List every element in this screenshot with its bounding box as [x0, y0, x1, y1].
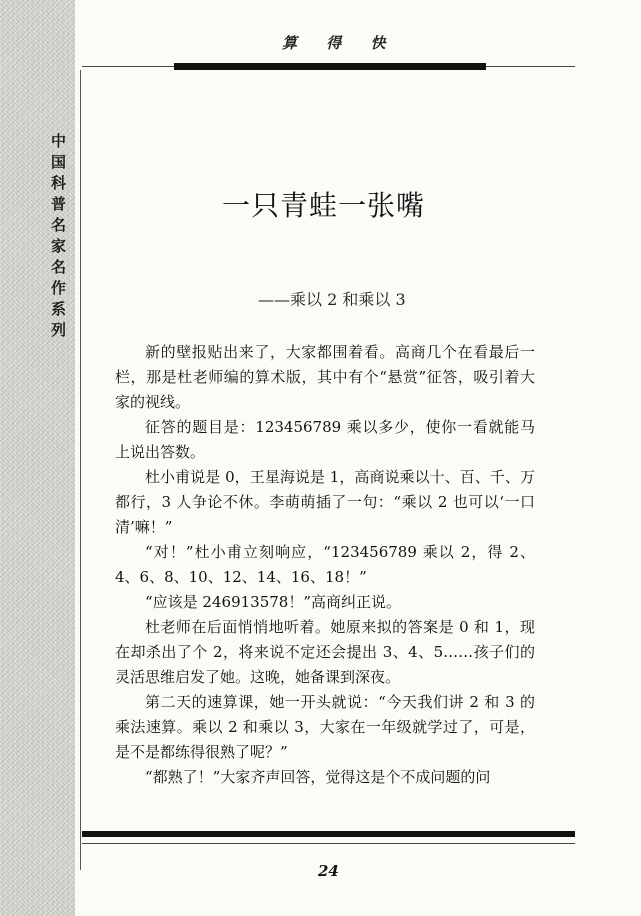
paragraph: 杜小甫说是 0，王星海说是 1，高商说乘以十、百、千、万都行，3 人争论不休。李萌萌插了一句：“乘以 2 也可以‘一口清’嘛！” [115, 468, 535, 536]
paragraph: 征答的题目是：123456789 乘以多少，使你一看就能马上说出答数。 [115, 418, 535, 461]
chapter-title: 一只青蛙一张嘴 [222, 189, 426, 222]
paragraph: “都熟了！”大家齐声回答，觉得这是个不成问题的问 [145, 768, 491, 786]
body-text [115, 340, 535, 790]
header-rule-thick [174, 63, 486, 70]
book-title: 算 得 快 [282, 34, 398, 52]
footer-rule-thick [82, 831, 575, 837]
page-number: 24 [318, 862, 339, 880]
footer-rule-thin [82, 843, 575, 844]
paragraph: 杜老师在后面悄悄地听着。她原来拟的答案是 0 和 1，现在却杀出了个 2，将来说不定还会提出 3、4、5……孩子们的灵活思维启发了她。这晚，她备课到深夜。 [115, 618, 535, 686]
paragraph: 第二天的速算课，她一开头就说：“今天我们讲 2 和 3 的乘法速算。乘以 2 和乘以 3，大家在一年级就学过了，可是，是不是都练得很熟了呢？” [115, 693, 535, 761]
paragraph: “应该是 246913578！”高商纠正说。 [145, 593, 401, 611]
margin-line [80, 70, 81, 870]
series-title: 中国科普名家名作系列 [49, 133, 67, 343]
chapter-subtitle: ——乘以 2 和乘以 3 [258, 290, 406, 309]
paragraph: “对！”杜小甫立刻响应，“123456789 乘以 2，得 2、4、6、8、10、12、14、16、18！” [115, 543, 535, 586]
paragraph: 新的壁报贴出来了，大家都围着看。高商几个在看最后一栏，那是杜老师编的算术版，其中有个“悬赏”征答，吸引着大家的视线。 [115, 343, 535, 411]
